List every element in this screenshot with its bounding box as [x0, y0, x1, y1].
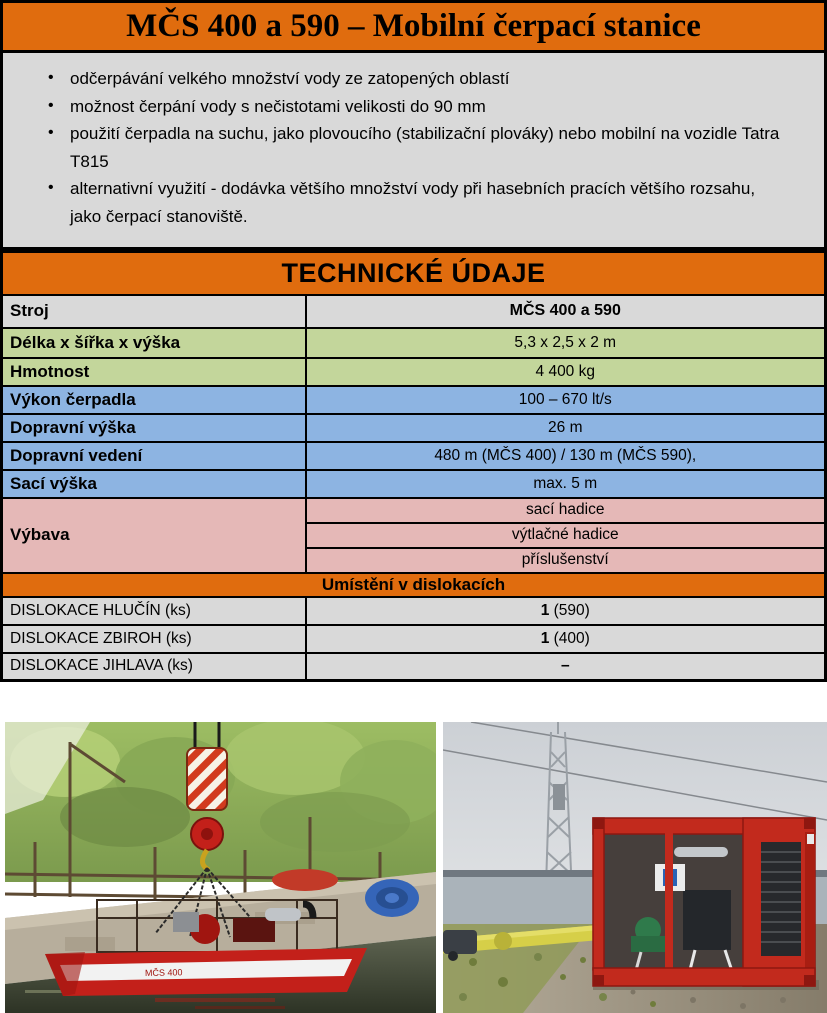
table-section-header-row [2, 573, 826, 597]
spec-label: Dopravní vedení [2, 442, 306, 470]
blue-hose-coil [365, 879, 419, 917]
table-section-header-row [2, 252, 826, 295]
bullet-icon: • [48, 179, 54, 197]
feature-list-section [0, 53, 827, 250]
spec-table [0, 250, 827, 682]
dislocation-label: DISLOKACE HLUČÍN (ks) [2, 597, 306, 625]
photo-floating-pump-station [5, 722, 436, 1013]
dislocation-header: Umístění v dislokacích [2, 573, 826, 597]
photo-row [5, 722, 827, 1013]
dislocation-label: DISLOKACE JIHLAVA (ks) [2, 653, 306, 681]
spec-label: Stroj [2, 295, 306, 328]
list-item-text: použití čerpadla na suchu, jako plovoucího (stabilizační plováky) nebo mobilní na vozidle Tatra T815 [70, 124, 780, 171]
list-item-text: možnost čerpání vody s nečistotami velikosti do 90 mm [70, 96, 486, 116]
list-item-text: odčerpávání velkého množství vody ze zatopených oblastí [70, 69, 510, 88]
spec-label: Hmotnost [2, 358, 306, 386]
spec-value: 26 m [306, 414, 826, 442]
pump-container [593, 818, 819, 990]
dislocation-label: DISLOKACE ZBIROH (ks) [2, 625, 306, 653]
tech-data-header: TECHNICKÉ ÚDAJE [2, 252, 826, 295]
bullet-icon: • [48, 69, 54, 86]
spec-value: výtlačné hadice [306, 523, 826, 548]
dislocation-count: 1 [540, 629, 550, 647]
table-row [2, 653, 826, 681]
spec-value: max. 5 m [306, 470, 826, 498]
spec-value: 5,3 x 2,5 x 2 m [306, 328, 826, 358]
list-item [39, 120, 790, 175]
table-row [2, 328, 826, 358]
table-row [2, 295, 826, 328]
spec-label: Sací výška [2, 470, 306, 498]
spec-value: 4 400 kg [306, 358, 826, 386]
table-row [2, 625, 826, 653]
table-row [2, 414, 826, 442]
title-bar [0, 0, 827, 53]
table-row [2, 442, 826, 470]
dislocation-value [306, 625, 826, 653]
spec-label: Délka x šířka x výška [2, 328, 306, 358]
spec-value: sací hadice [306, 498, 826, 523]
table-row [2, 470, 826, 498]
spec-value: 100 – 670 lt/s [306, 386, 826, 414]
spec-label: Výbava [2, 498, 306, 573]
bullet-icon: • [48, 96, 54, 114]
bullet-icon: • [48, 124, 54, 142]
list-item [39, 93, 790, 121]
table-row [2, 498, 826, 523]
dislocation-value [306, 653, 826, 681]
list-item [39, 65, 790, 93]
table-row [2, 597, 826, 625]
page-title: MČS 400 a 590 – Mobilní čerpací stanice [126, 8, 701, 44]
spec-value: MČS 400 a 590 [306, 295, 826, 328]
spec-label: Dopravní výška [2, 414, 306, 442]
list-item-text: alternativní využití - dodávka většího množství vody při hasebních pracích většího rozsahu, jako čerpací stanoviště. [70, 179, 756, 226]
photo-container-pump-unit [443, 722, 827, 1013]
red-tarp [272, 869, 338, 891]
pontoon-stripe-label: MČS 400 [144, 967, 183, 978]
dislocation-value [306, 597, 826, 625]
dislocation-count: – [560, 657, 570, 675]
table-row [2, 386, 826, 414]
dislocation-detail: (400) [549, 629, 590, 647]
spec-value: 480 m (MČS 400) / 130 m (MČS 590), [306, 442, 826, 470]
dislocation-detail: (590) [549, 601, 590, 619]
table-row [2, 358, 826, 386]
list-item [39, 175, 790, 230]
dislocation-count: 1 [540, 601, 550, 619]
feature-list [39, 65, 790, 231]
spec-label: Výkon čerpadla [2, 386, 306, 414]
spec-value: příslušenství [306, 548, 826, 573]
